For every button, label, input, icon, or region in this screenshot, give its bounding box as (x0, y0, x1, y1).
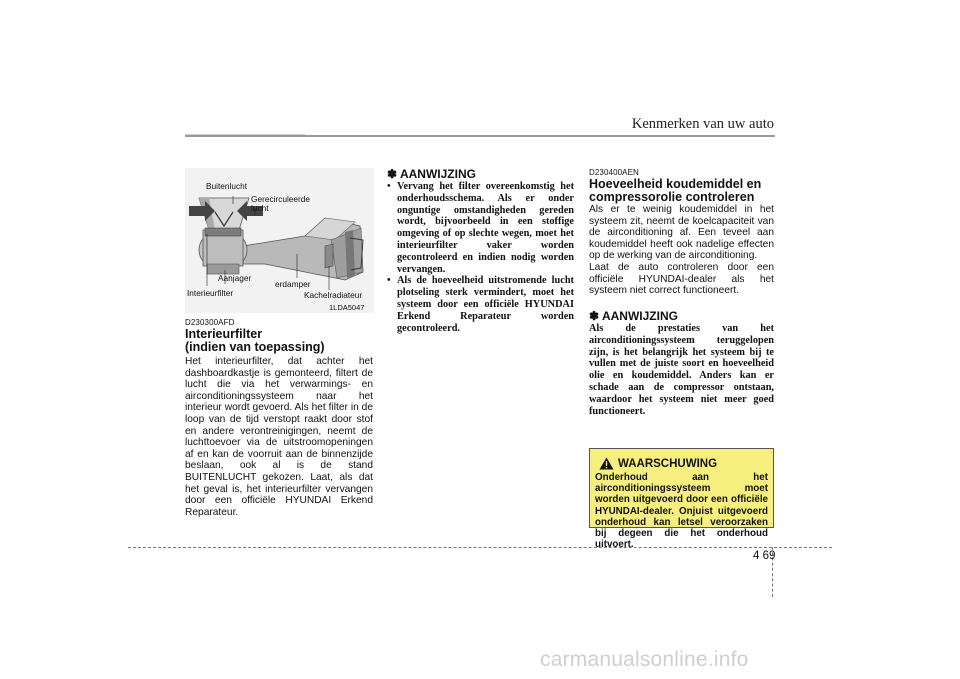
air-filter-diagram (185, 168, 374, 313)
koudemiddel-paragraph-1: Als er te weinig koudemiddel in het systeem zit, neemt de koelcapaciteit van de airconditioning af. Een teveel aan koudemiddel heeft ook nadelige effecten op de werking van de airconditioning. (589, 204, 774, 262)
label-interieurfilter: Interieurfilter (187, 288, 234, 298)
footer-rule (128, 547, 832, 548)
watermark: carmanualsonline.info (540, 648, 749, 671)
note-bullet-1: • Vervang het filter overeenkomstig het onderhoudsschema. Als er onder onguntige omstandigheden gereden wordt, bijvoorbeeld in een stoffige omgeving of op slechte wegen, moet het interieurfilter vaker worden gecontroleerd en indien nodig worden vervangen. (387, 181, 574, 275)
koudemiddel-paragraph-2: Laat de auto controleren door een officiële HYUNDAI-dealer als het systeem niet correct functioneert. (589, 262, 774, 297)
section-code-koudemiddel: D230400AEN (589, 168, 639, 177)
note-body-koudemiddel: Als de prestaties van het airconditioningssysteem teruggelopen zijn, is het belangrijk het systeem bij te vullen met de juiste soort en hoeveelheid olie en koudemiddel. Anders kan er schade aan de compressor ontstaan, waardoor het systeem niet meer goed functioneert. (589, 323, 774, 417)
label-lucht: lucht (251, 203, 269, 213)
header-rule (185, 135, 775, 137)
section-title-line-2: compressorolie controleren (589, 190, 755, 204)
figure-code: 1LDA5047 (329, 303, 365, 312)
section-title-line-1: Interieurfilter (185, 327, 263, 341)
label-buitenlucht: Buitenlucht (206, 181, 248, 191)
warning-triangle-icon (599, 457, 614, 470)
section-title-interieurfilter (185, 328, 325, 354)
label-erdamper: erdamper (275, 279, 311, 289)
section-title-line-2: (indien van toepassing) (185, 340, 325, 354)
note-list-filter (387, 181, 574, 334)
label-gerecirculeerde: Gerecirculeerde (251, 194, 311, 204)
label-kachelradiateur: Kachelradiateur (304, 290, 363, 300)
interieurfilter-paragraph: Het interieurfilter, dat achter het dashboardkastje is gemonteerd, filtert de lucht die via het verwarmings- en airconditioningssysteem naar het interieur wordt gevoerd. Als het filter in de loop van de tijd verstopt raakt door stof en andere verontreinigingen, neemt de luchttoevoer via de uitstroomopeningen af en kan de voorruit aan de binnenzijde beslaan, ook al is de stand BUITENLUCHT gekozen. Laat, als dat het geval is, het interieurfilter vervangen door een officiële HYUNDAI Erkend Reparateur. (185, 356, 373, 518)
page-number: 4 69 (753, 550, 776, 562)
warning-title: WAARSCHUWING (618, 458, 718, 470)
section-code-interieurfilter: D230300AFD (185, 318, 235, 327)
section-title-koudemiddel (589, 178, 761, 204)
note-heading-filter: ✽ AANWIJZING (387, 167, 476, 181)
note-bullet-2: • Als de hoeveelheid uitstromende lucht plotseling sterk vermindert, moet het systeem door een officiële HYUNDAI Erkend Reparateur worden gecontroleerd. (387, 275, 574, 334)
label-aanjager: Aanjager (218, 273, 252, 283)
warning-body: Onderhoud aan het airconditioningssysteem moet worden uitgevoerd door een officiële HYUNDAI-dealer. Onjuist uitgevoerd onderhoud kan letsel veroorzaken bij degeen die het onderhoud uitvoert. (595, 472, 768, 551)
warning-box (589, 448, 774, 551)
note-heading-koudemiddel: ✽ AANWIJZING (589, 309, 678, 323)
page-header-title: Kenmerken van uw auto (631, 116, 774, 132)
section-title-line-1: Hoeveelheid koudemiddel en (589, 177, 762, 191)
